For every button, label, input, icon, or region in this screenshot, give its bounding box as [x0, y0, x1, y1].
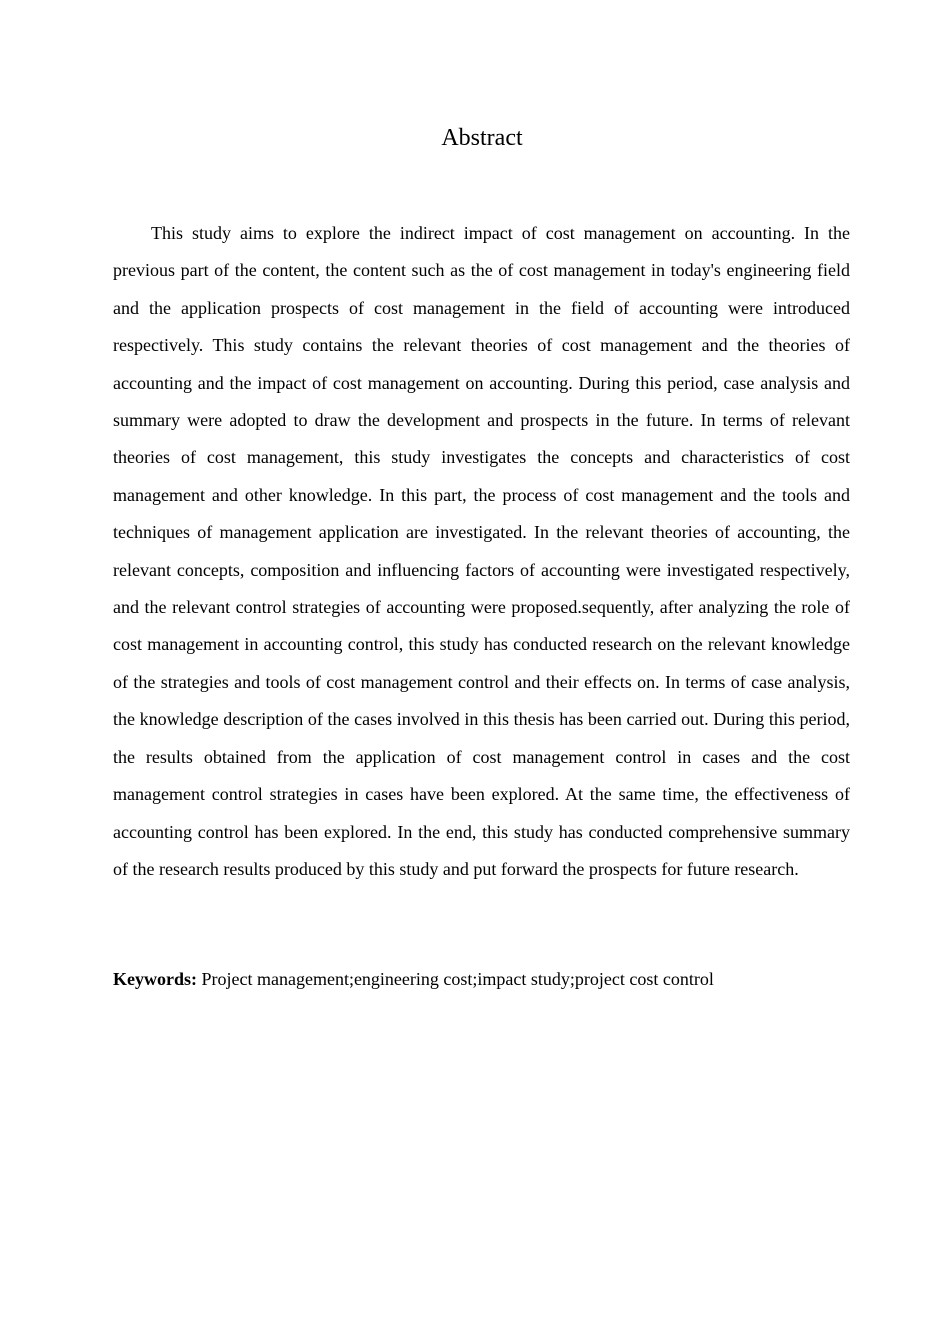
keywords-text: Project management;engineering cost;impact study;project cost control [201, 969, 714, 989]
keywords-label: Keywords: [113, 969, 197, 989]
page-title: Abstract [441, 125, 523, 151]
abstract-paragraph: This study aims to explore the indirect impact of cost management on accounting. In the previous part of the content, the content such as the of cost management in today's engineering field and the application prospects of cost management in the field of accounting were introduced respectively. This study contains the relevant theories of cost management and the theories of accounting and the impact of cost management on accounting. During this period, case analysis and summary were adopted to draw the development and prospects in the future. In terms of relevant theories of cost management, this study investigates the concepts and characteristics of cost management and other knowledge. In this part, the process of cost management and the tools and techniques of management application are investigated. In the relevant theories of accounting, the relevant concepts, composition and influencing factors of accounting were investigated respectively, and the relevant control strategies of accounting were proposed.sequently, after analyzing the role of cost management in accounting control, this study has conducted research on the relevant knowledge of the strategies and tools of cost management control and their effects on. In terms of case analysis, the knowledge description of the cases involved in this thesis has been carried out. During this period, the results obtained from the application of cost management control in cases and the cost management control strategies in cases have been explored. At the same time, the effectiveness of accounting control has been explored. In the end, this study has conducted comprehensive summary of the research results produced by this study and put forward the prospects for future research. [113, 223, 850, 879]
keywords-line [113, 964, 850, 994]
